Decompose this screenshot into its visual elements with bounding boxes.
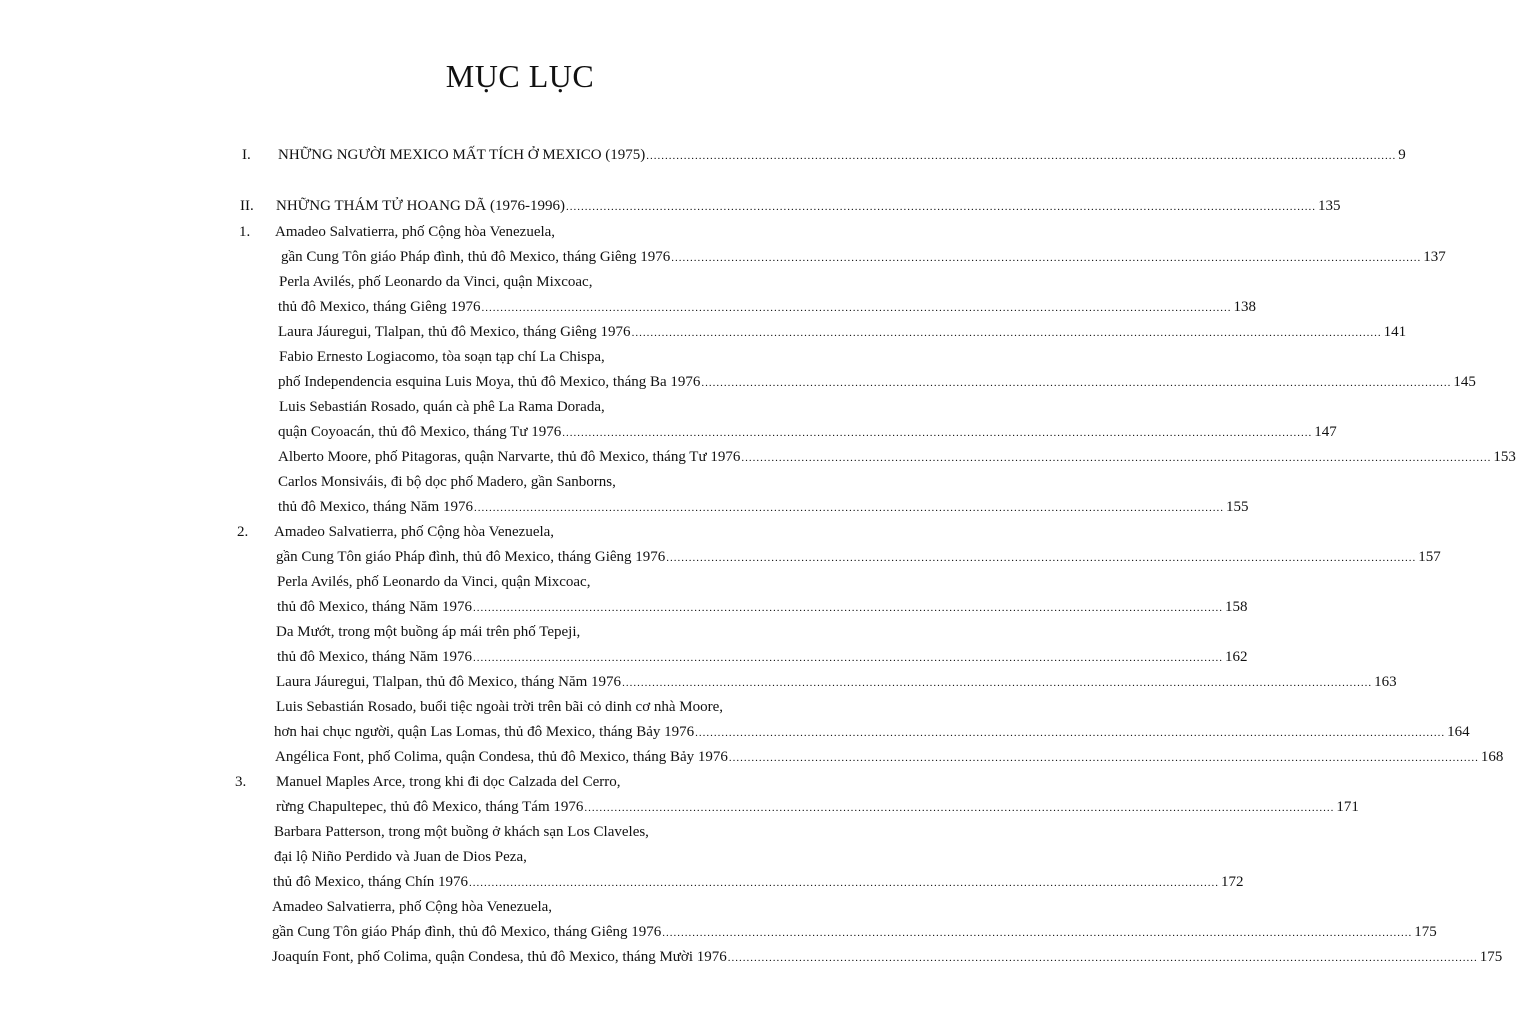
toc-entry xyxy=(0,246,1446,268)
toc-entry-title: Laura Jáuregui, Tlalpan, thủ đô Mexico, tháng Giêng 1976 xyxy=(278,324,631,340)
toc-entry xyxy=(0,446,1516,468)
toc-entry-page-number: 153 xyxy=(1493,449,1516,465)
dot-leader: ........................................................................................................................................................................................................ xyxy=(472,652,1223,664)
toc-entry-title: quận Coyoacán, thủ đô Mexico, tháng Tư 1976 xyxy=(278,424,562,440)
toc-entry xyxy=(0,321,1407,343)
toc-entry xyxy=(0,921,1437,943)
toc-entry xyxy=(0,896,1024,918)
toc-entry xyxy=(0,346,1024,368)
toc-entry-page-number: 172 xyxy=(1221,874,1244,890)
toc-entry-title: Perla Avilés, phố Leonardo da Vinci, quận Mixcoac, xyxy=(277,574,591,590)
toc-entry xyxy=(0,846,1024,868)
toc-entry-title: Carlos Monsiváis, đi bộ dọc phố Madero, gần Sanborns, xyxy=(278,474,616,490)
toc-entry-title: Luis Sebastián Rosado, buổi tiệc ngoài trời trên bãi cỏ dinh cơ nhà Moore, xyxy=(276,699,724,715)
toc-entry-title: đại lộ Niño Perdido và Juan de Dios Peza, xyxy=(274,849,527,865)
dot-leader: ........................................................................................................................................................................................................ xyxy=(631,327,1382,339)
toc-entry xyxy=(0,271,1024,293)
dot-leader: ........................................................................................................................................................................................................ xyxy=(727,952,1478,964)
toc-entry-title: Amadeo Salvatierra, phố Cộng hòa Venezuela, xyxy=(272,899,553,915)
toc-entry-title: gần Cung Tôn giáo Pháp đình, thủ đô Mexico, tháng Giêng 1976 xyxy=(272,924,662,940)
toc-entry xyxy=(0,144,1406,166)
dot-leader: ........................................................................................................................................................................................................ xyxy=(562,427,1313,439)
toc-entry-page-number: 155 xyxy=(1225,499,1249,515)
toc-entry-title: thủ đô Mexico, tháng Chín 1976 xyxy=(273,874,468,890)
toc-entry-title: thủ đô Mexico, tháng Năm 1976 xyxy=(278,499,473,515)
page-title: MỤC LỤC xyxy=(445,58,595,94)
toc-entry-title: Luis Sebastián Rosado, quán cà phê La Rama Dorada, xyxy=(279,399,605,415)
toc-entry-page-number: 137 xyxy=(1423,249,1446,265)
dot-leader: ........................................................................................................................................................................................................ xyxy=(671,252,1422,264)
toc-entry-title: thủ đô Mexico, tháng Giêng 1976 xyxy=(278,299,481,315)
toc-entry-title: Da Mướt, trong một buồng áp mái trên phố Tepeji, xyxy=(276,624,581,640)
toc-entry-title: Laura Jáuregui, Tlalpan, thủ đô Mexico, tháng Năm 1976 xyxy=(276,674,622,690)
toc-entry xyxy=(0,771,1024,793)
dot-leader: ........................................................................................................................................................................................................ xyxy=(469,877,1219,889)
toc-entry-page-number: 168 xyxy=(1480,749,1504,765)
dot-leader: ........................................................................................................................................................................................................ xyxy=(472,602,1223,614)
toc-entry-title: Angélica Font, phố Colima, quận Condesa, thủ đô Mexico, tháng Bảy 1976 xyxy=(275,749,728,765)
toc-entry-number: 3. xyxy=(235,774,247,790)
dot-leader: ........................................................................................................................................................................................................ xyxy=(646,150,1397,162)
dot-leader: ........................................................................................................................................................................................................ xyxy=(622,677,1373,689)
toc-entry-page-number: 157 xyxy=(1418,549,1441,565)
toc-entry xyxy=(0,421,1337,443)
toc-entry-page-number: 175 xyxy=(1479,949,1503,965)
dot-leader: ........................................................................................................................................................................................................ xyxy=(695,727,1446,739)
toc-entry xyxy=(0,871,1244,893)
toc-entry-number: II. xyxy=(240,198,254,214)
toc-entry-title: gần Cung Tôn giáo Pháp đình, thủ đô Mexico, tháng Giêng 1976 xyxy=(281,249,671,265)
toc-entry xyxy=(0,296,1256,318)
toc-entry-page-number: 145 xyxy=(1453,374,1476,390)
toc-entry xyxy=(0,696,1024,718)
toc-entry-title: NHỮNG NGƯỜI MEXICO MẤT TÍCH Ở MEXICO (1975) xyxy=(278,147,646,163)
toc-entry-title: thủ đô Mexico, tháng Năm 1976 xyxy=(277,649,472,665)
toc-entry-page-number: 162 xyxy=(1224,649,1248,665)
toc-entry-title: Manuel Maples Arce, trong khi đi dọc Calzada del Cerro, xyxy=(276,774,621,790)
toc-entry xyxy=(0,596,1248,618)
dot-leader: ........................................................................................................................................................................................................ xyxy=(662,927,1413,939)
dot-leader: ........................................................................................................................................................................................................ xyxy=(666,552,1417,564)
toc-entry-title: rừng Chapultepec, thủ đô Mexico, tháng Tám 1976 xyxy=(276,799,584,815)
toc-entry-number: 2. xyxy=(237,524,249,540)
toc-entry xyxy=(0,546,1441,568)
toc-entry xyxy=(0,621,1024,643)
dot-leader: ........................................................................................................................................................................................................ xyxy=(701,377,1452,389)
toc-entry-page-number: 171 xyxy=(1336,799,1359,815)
toc-entry-title: Alberto Moore, phố Pitagoras, quận Narvarte, thủ đô Mexico, tháng Tư 1976 xyxy=(278,449,741,465)
toc-entry xyxy=(0,195,1341,217)
toc-entry xyxy=(0,721,1470,743)
dot-leader: ........................................................................................................................................................................................................ xyxy=(565,201,1316,213)
toc-entry xyxy=(0,821,1024,843)
toc-entry xyxy=(0,946,1503,968)
dot-leader: ........................................................................................................................................................................................................ xyxy=(584,802,1335,814)
dot-leader: ........................................................................................................................................................................................................ xyxy=(473,502,1224,514)
toc-entry-page-number: 163 xyxy=(1374,674,1397,690)
toc-entry-title: Joaquín Font, phố Colima, quận Condesa, thủ đô Mexico, tháng Mười 1976 xyxy=(272,949,727,965)
toc-entry xyxy=(0,671,1397,693)
toc-entry-page-number: 138 xyxy=(1233,299,1256,315)
toc-entry xyxy=(0,371,1476,393)
toc-entry-page-number: 9 xyxy=(1398,147,1406,163)
toc-entry xyxy=(0,646,1248,668)
toc-entry xyxy=(0,796,1359,818)
toc-entry-title: Perla Avilés, phố Leonardo da Vinci, quận Mixcoac, xyxy=(279,274,593,290)
toc-entry-page-number: 175 xyxy=(1414,924,1437,940)
toc-entry-page-number: 164 xyxy=(1447,724,1470,740)
toc-entry xyxy=(0,746,1504,768)
toc-entry-title: Amadeo Salvatierra, phố Cộng hòa Venezuela, xyxy=(274,524,555,540)
toc-entry-title: Fabio Ernesto Logiacomo, tòa soạn tạp chí La Chispa, xyxy=(279,349,605,365)
toc-entry xyxy=(0,571,1024,593)
toc-entry-title: NHỮNG THÁM TỬ HOANG DÃ (1976-1996) xyxy=(276,198,565,214)
toc-entry xyxy=(0,221,1024,243)
toc-entry xyxy=(0,521,1024,543)
dot-leader: ........................................................................................................................................................................................................ xyxy=(741,452,1492,464)
toc-entry-page-number: 147 xyxy=(1314,424,1337,440)
toc-entry xyxy=(0,396,1024,418)
toc-entry-title: hơn hai chục người, quận Las Lomas, thủ đô Mexico, tháng Bảy 1976 xyxy=(274,724,695,740)
toc-entry xyxy=(0,471,1024,493)
toc-entry-number: I. xyxy=(242,147,251,163)
toc-entry-page-number: 158 xyxy=(1224,599,1248,615)
dot-leader: ........................................................................................................................................................................................................ xyxy=(481,302,1232,314)
toc-entry-title: thủ đô Mexico, tháng Năm 1976 xyxy=(277,599,472,615)
toc-entry-title: Amadeo Salvatierra, phố Cộng hòa Venezuela, xyxy=(275,224,556,240)
toc-entry-title: Barbara Patterson, trong một buồng ở khách sạn Los Claveles, xyxy=(274,824,649,840)
dot-leader: ........................................................................................................................................................................................................ xyxy=(728,752,1479,764)
toc-entry-page-number: 141 xyxy=(1383,324,1407,340)
toc-entry xyxy=(0,496,1249,518)
toc-entry-number: 1. xyxy=(239,224,251,240)
toc-entry-page-number: 135 xyxy=(1317,198,1341,214)
toc-entry-title: phố Independencia esquina Luis Moya, thủ đô Mexico, tháng Ba 1976 xyxy=(278,374,701,390)
toc-entry-title: gần Cung Tôn giáo Pháp đình, thủ đô Mexico, tháng Giêng 1976 xyxy=(276,549,666,565)
